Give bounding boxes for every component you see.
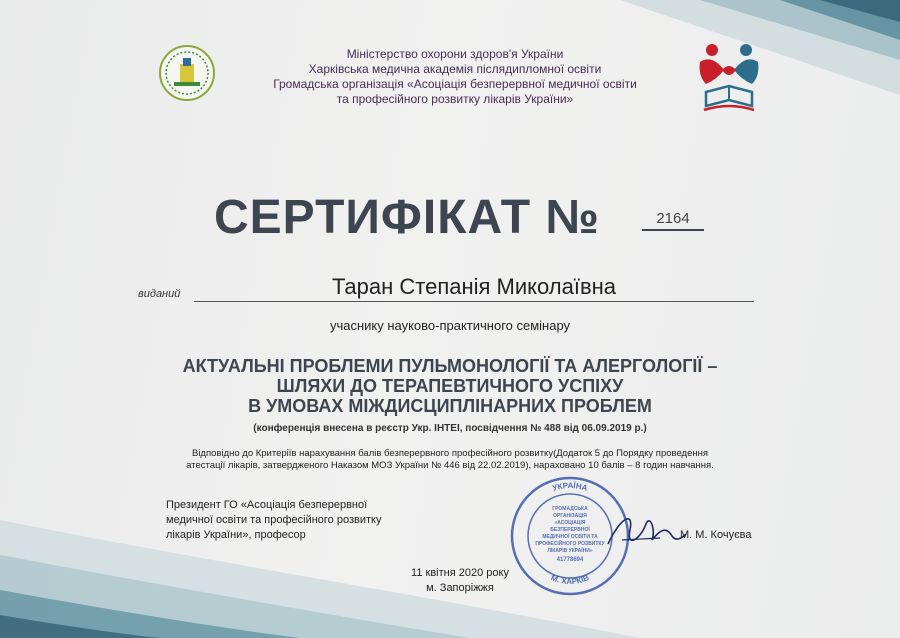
academy-name: Харківська медична академія післядипломної освіти [308, 62, 602, 76]
seminar-title [120, 356, 780, 416]
registry-note: (конференція внесена в реєстр Укр. ІНТЕІ, посвідчення № 488 від 06.09.2019 р.) [253, 423, 647, 434]
association-name-2: та професійного розвитку лікарів України» [336, 92, 574, 106]
participant-text: учаснику науково-практичного семінару [329, 318, 571, 333]
svg-text:ЛІКАРІВ УКРАЇНИ»: ЛІКАРІВ УКРАЇНИ» [547, 548, 593, 554]
issuer-header [240, 47, 670, 107]
svg-text:УКРАЇНА: УКРАЇНА [551, 480, 589, 493]
svg-text:ПРОФЕСІЙНОГО РОЗВИТКУ: ПРОФЕСІЙНОГО РОЗВИТКУ [535, 541, 605, 547]
signatory-name: М. М. Кочуєва [680, 529, 752, 541]
criteria-line1: Відповідно до Критеріїв нарахування балів безперервного професійного розвитку(Додаток 5 до Порядку проведення [191, 448, 708, 459]
president-title [166, 498, 406, 543]
issue-date: 11 квітня 2020 року [411, 567, 509, 579]
criteria-text [120, 448, 780, 472]
svg-text:М. ХАРКІВ: М. ХАРКІВ [549, 573, 591, 587]
president-line2: медичної освіти та професійного розвитку [166, 514, 382, 526]
ministry-name: Міністерство охорони здоров'я України [346, 47, 564, 61]
issue-place: м. Запоріжжя [426, 582, 494, 594]
recipient-underline [194, 301, 754, 302]
association-logo [694, 40, 764, 120]
svg-text:«АСОЦІАЦІЯ: «АСОЦІАЦІЯ [554, 520, 586, 526]
issue-date-place [360, 566, 560, 596]
svg-text:ОРГАНІЗАЦІЯ: ОРГАНІЗАЦІЯ [553, 513, 587, 519]
seminar-title-line2: ШЛЯХИ ДО ТЕРАПЕВТИЧНОГО УСПІХУ [276, 376, 624, 396]
svg-text:ГРОМАДСЬКА: ГРОМАДСЬКА [552, 506, 588, 512]
certificate-title: СЕРТИФІКАТ № [214, 191, 600, 244]
seminar-title-line3: В УМОВАХ МІЖДИСЦИПЛІНАРНИХ ПРОБЛЕМ [248, 396, 652, 416]
academy-logo [158, 44, 216, 102]
signature [600, 500, 690, 560]
president-line3: лікарів України», професор [166, 529, 306, 541]
recipient-name: Таран Степанія Миколаївна [331, 274, 617, 299]
criteria-line2: атестації лікарів, затвердженого Наказом МОЗ України № 446 від 22.02.2019), нараховано 10 балів – 8 годин навчання. [186, 460, 714, 471]
svg-text:БЕЗПЕРЕРВНОЇ: БЕЗПЕРЕРВНОЇ [550, 527, 590, 533]
association-name-1: Громадська організація «Асоціація безперервної медичної освіти [273, 77, 637, 91]
certificate-number: 2164 [642, 210, 704, 231]
seminar-title-line1: АКТУАЛЬНІ ПРОБЛЕМИ ПУЛЬМОНОЛОГІЇ ТА АЛЕРГОЛОГІЇ – [182, 356, 718, 376]
issued-label: виданий [138, 288, 181, 300]
svg-text:МЕДИЧНОЇ ОСВІТИ ТА: МЕДИЧНОЇ ОСВІТИ ТА [542, 534, 598, 540]
president-line1: Президент ГО «Асоціація безперервної [166, 499, 368, 511]
svg-text:41778694: 41778694 [556, 557, 584, 563]
certificate-title-row [214, 190, 734, 250]
